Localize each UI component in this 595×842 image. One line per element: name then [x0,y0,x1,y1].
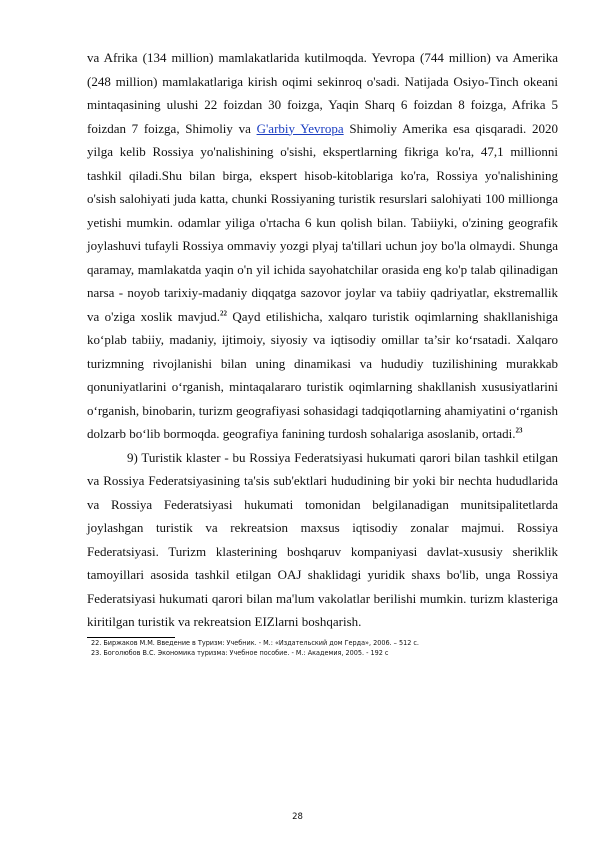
footnote-ref-22[interactable]: 22 [220,309,227,318]
document-page [87,46,558,659]
link-western-europe[interactable]: G'arbiy Yevropa [256,120,344,136]
footnote-22: 22. Биржаков М.М. Введение в Туризм: Учебник. - М.: «Издательский дом Герда», 2006. – 512 с. [91,637,419,647]
paragraph-1-text-b: Shimoliy Amerika esa qisqaradi. 2020 yilga kelib Rossiya yo'nalishining o'sishi, ekspertlarning fikriga ko'ra, 47,1 millionni tashkil qiladi.Shu bilan birga, ekspert hisob-kitoblariga ko'ra, Rossiya yo'nalishining o'sish salohiyati juda katta, chunki Rossiyaning turistik resurslari salohiyati 100 millionga yetishi mumkin. odamlar yiliga o'rtacha 6 kun qolish bilan. Tabiiyki, o'zining geografik joylashuvi tufayli Rossiya ommaviy yozgi plyaj ta'tillari uchun joy bo'la olmaydi. Shunga qaramay, mamlakatda yaqin o'n yil ichida sayohatchilar orasida eng ko'p talab qilinadigan narsa - noyob tarixiy-madaniy diqqatga sazovor joylar va tabiiy qadriyatlar, ekstremallik va o'ziga xoslik mavjud. [87,120,558,324]
body-paragraph-1 [87,46,558,446]
page-number: 28 [292,812,303,822]
footnote-23: 23. Боголюбов В.С. Экономика туризма: Учебное пособие. - М.: Академия, 2005. - 192 с [91,648,389,657]
body-paragraph-2: 9) Turistik klaster - bu Rossiya Federatsiyasi hukumati qarori bilan tashkil etilgan va Rossiya Federatsiyasining ta'sis sub'ektlari hududining bir yoki bir nechta hududlarida va Rossiya Federatsiyasi hukumati tomonidan belgilanadigan munitsipalitetlarda joylashgan turistik va rekreatsion maxsus iqtisodiy zonalar majmui. Rossiya Federatsiyasi. Turizm klasterining boshqaruv kompaniyasi davlat-xususiy sheriklik tamoyillari asosida tashkil etilgan OAJ shaklidagi yuridik shaxs bo'lib, unga Rossiya Federatsiyasi hukumati qarori bilan ma'lum vakolatlar berilishi mumkin. turizm klasteriga kiritilgan turistik va rekreatsion EIZlarni boshqarish. [87,449,558,629]
paragraph-1-text-c: Qayd etilishicha, xalqaro turistik oqimlarning shakllanishiga ko‘plab tabiiy, madaniy, ijtimoiy, siyosiy va iqtisodiy omillar ta’sir ko‘rsatadi. Xalqaro turizmning rivojlanishi bilan uning dinamikasi va hududiy tuzilishining murakkab qonuniyatlarini o‘rganish, mintaqalararo turistik oqimlarning shakllanish xususiyatlarini o‘rganish, binobarin, turizm geografiyasi sohasidagi tadqiqotlarning ahamiyatini o‘rganish dolzarb bo‘lib bormoqda. geografiya fanining turdosh sohalariga asoslanib, ortadi. [87,308,558,441]
paragraph-1-text-a: va Afrika (134 million) mamlakatlarida kutilmoqda. Yevropa (744 million) va Amerika (248 million) mamlakatlariga kirish oqimi sekinroq o'sadi. Natijada Osiyo-Tinch okeani mintaqasining ulushi 22 foizdan 30 foizga, Yaqin Sharq 6 foizdan 8 foizga, Afrika 5 foizdan 7 foizga, Shimoliy va [87,50,558,136]
footnote-ref-23[interactable]: 23 [515,426,523,435]
